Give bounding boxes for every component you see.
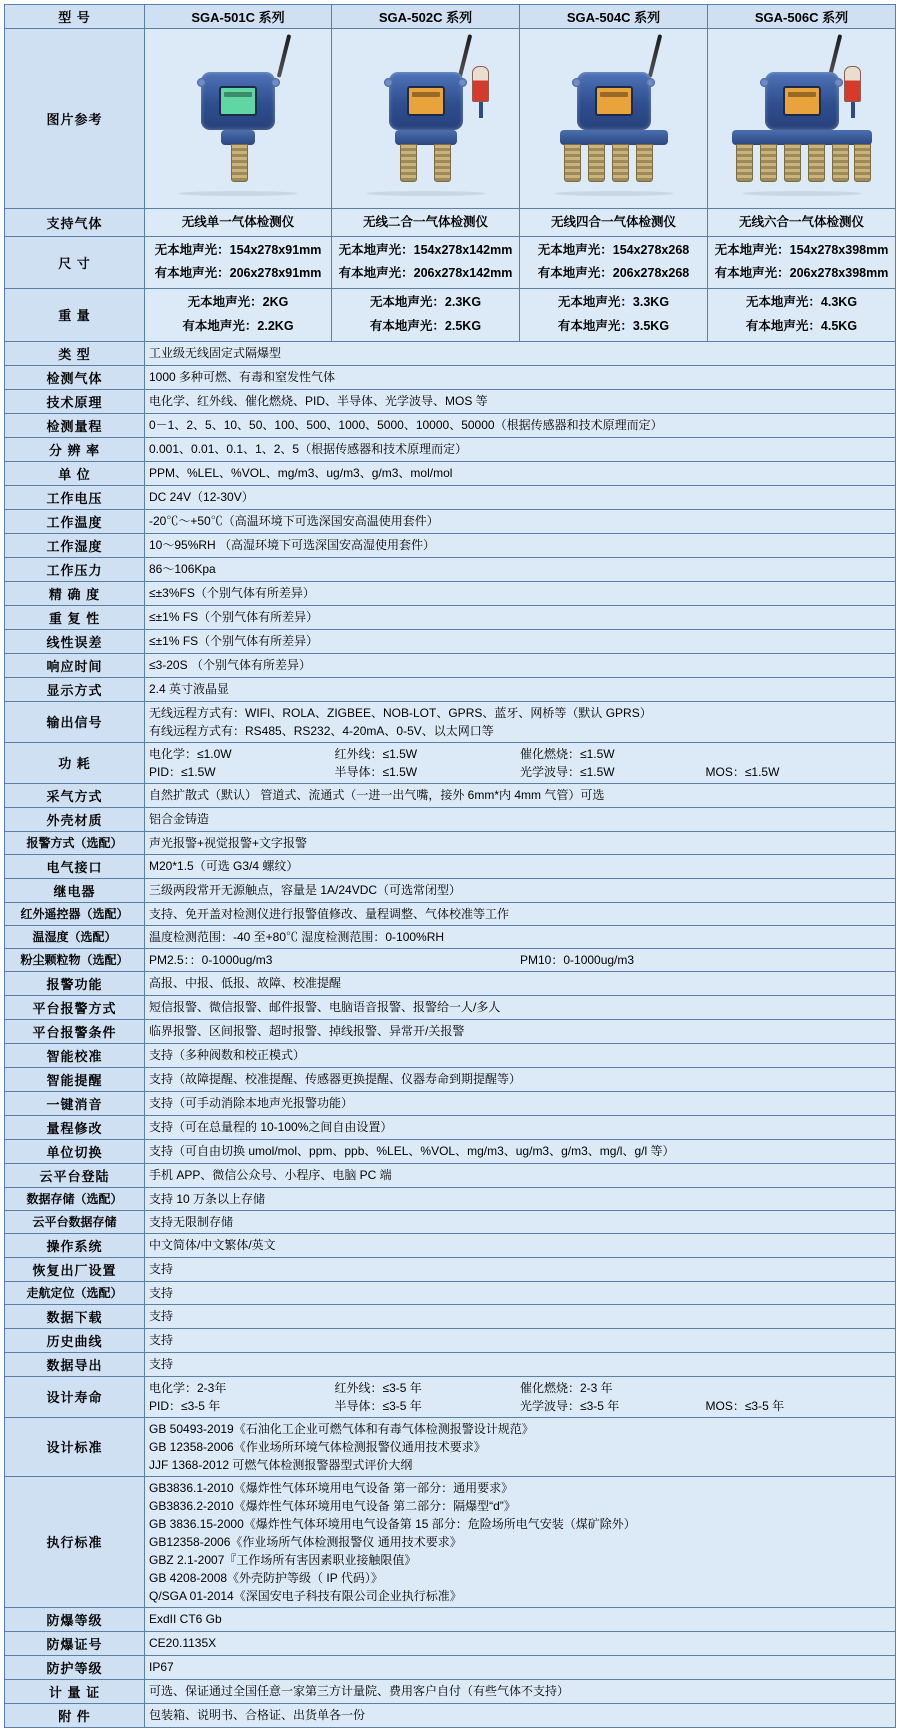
row-label: 一键消音 (5, 1091, 145, 1115)
row-label: 工作温度 (5, 509, 145, 533)
size-1 (145, 236, 332, 289)
table-row (5, 701, 896, 742)
row-value: 10～95%RH （高湿环境下可选深国安高湿使用套件） (145, 533, 896, 557)
table-row-size (5, 236, 896, 289)
row-value-line: GB3836.1-2010《爆炸性气体环境用电气设备 第一部分：通用要求》 (149, 1480, 514, 1495)
table-row (5, 533, 896, 557)
table-row (5, 1281, 896, 1304)
row-value: 自然扩散式（默认） 管道式、流通式（一进一出气嘴，接外 6mm*内 4mm 气管）可选 (145, 783, 896, 807)
row-label: 走航定位（选配） (5, 1281, 145, 1304)
row-label: 技术原理 (5, 389, 145, 413)
row-value-line (149, 745, 891, 763)
row-value-line (149, 763, 891, 781)
size-4 (708, 236, 896, 289)
antenna-icon (276, 34, 291, 78)
table-row (5, 461, 896, 485)
row-label: 电气接口 (5, 854, 145, 878)
row-value: DC 24V（12-30V） (145, 485, 896, 509)
row-value-line: GB12358-2006《作业场所气体检测报警仪 通用技术要求》 (149, 1534, 462, 1549)
device-shadow (554, 191, 674, 196)
weight-2-line2: 有本地声光：2.5KG (369, 318, 482, 333)
table-row (5, 509, 896, 533)
row-label: 外壳材质 (5, 807, 145, 831)
device-manifold (395, 130, 457, 145)
row-label: 工作压力 (5, 557, 145, 581)
row-value-line: GB 4208-2008《外壳防护等级（ IP 代码）》 (149, 1570, 383, 1585)
table-row (5, 1163, 896, 1187)
table-row (5, 1115, 896, 1139)
table-row (5, 1257, 896, 1281)
table-row (5, 1679, 896, 1703)
row-label: 数据下载 (5, 1304, 145, 1328)
row-value-cell: PM10：0-1000ug/m3 (520, 952, 635, 967)
row-value: 86～106Kpa (145, 557, 896, 581)
size-1-line1: 无本地声光：154x278x91mm (154, 242, 322, 257)
device-display (595, 86, 633, 116)
row-label: 红外遥控器（选配） (5, 902, 145, 925)
weight-2 (332, 289, 520, 342)
row-value: 包装箱、说明书、合格证、出货单各一份 (145, 1703, 896, 1727)
row-value-cell: 电化学：≤1.0W (149, 746, 232, 761)
row-value: 支持（可手动消除本地声光报警功能） (145, 1091, 896, 1115)
row-value (145, 1376, 896, 1417)
device-knob-right (646, 78, 655, 87)
row-value: 支持 (145, 1304, 896, 1328)
row-value-cell (706, 1379, 892, 1397)
table-row (5, 1476, 896, 1607)
row-value-line (149, 1379, 891, 1397)
table-row (5, 1019, 896, 1043)
row-value-line: GB 3836.15-2000《爆炸性气体环境用电气设备第 15 部分：危险场所电气安装（煤矿除外） (149, 1516, 636, 1531)
table-row (5, 1607, 896, 1631)
row-value: 支持 (145, 1281, 896, 1304)
row-value: 手机 APP、微信公众号、小程序、电脑 PC 端 (145, 1163, 896, 1187)
row-label: 设计寿命 (5, 1376, 145, 1417)
sensor-probe (832, 144, 849, 182)
row-label: 检测量程 (5, 413, 145, 437)
table-row (5, 948, 896, 971)
product-image-504c (520, 29, 708, 209)
row-value-line: GB3836.2-2010《爆炸性气体环境用电气设备 第二部分：隔爆型“d”》 (149, 1498, 516, 1513)
row-value: 短信报警、微信报警、邮件报警、电脑语音报警、报警给一人/多人 (145, 995, 896, 1019)
gas-support-2: 无线二合一气体检测仪 (332, 209, 520, 237)
table-row (5, 1187, 896, 1210)
row-value: IP67 (145, 1655, 896, 1679)
row-label: 工作电压 (5, 485, 145, 509)
row-value (145, 1417, 896, 1476)
row-label: 精 确 度 (5, 581, 145, 605)
size-2-line2: 有本地声光：206x278x142mm (338, 266, 513, 281)
row-value (145, 1476, 896, 1607)
sensor-probe (854, 144, 871, 182)
table-row (5, 995, 896, 1019)
table-row (5, 341, 896, 365)
device-knob-left (572, 78, 581, 87)
product-image-501c (145, 29, 332, 209)
row-value: 支持 (145, 1352, 896, 1376)
row-label: 计 量 证 (5, 1679, 145, 1703)
row-value-cell: 半导体：≤3-5 年 (334, 1398, 422, 1413)
row-label-size: 尺 寸 (5, 236, 145, 289)
row-label: 单 位 (5, 461, 145, 485)
row-value-cell (706, 745, 892, 763)
row-value: 中文简体/中文繁体/英文 (145, 1233, 896, 1257)
row-label: 报警方式（选配） (5, 831, 145, 854)
row-label: 线性误差 (5, 629, 145, 653)
row-value-cell: PID：≤1.5W (149, 764, 216, 779)
sensor-probe (400, 144, 417, 182)
antenna-icon (458, 34, 473, 78)
alarm-lamp-icon (472, 66, 489, 102)
row-value: PPM、%LEL、%VOL、mg/m3、ug/m3、g/m3、mol/mol (145, 461, 896, 485)
table-row (5, 1376, 896, 1417)
weight-1-line1: 无本地声光：2KG (187, 295, 289, 309)
table-row (5, 605, 896, 629)
gas-support-1: 无线单一气体检测仪 (145, 209, 332, 237)
row-label: 设计标准 (5, 1417, 145, 1476)
table-row (5, 1417, 896, 1476)
row-label: 平台报警条件 (5, 1019, 145, 1043)
table-row (5, 677, 896, 701)
row-label: 智能提醒 (5, 1067, 145, 1091)
table-row (5, 437, 896, 461)
row-value: 支持 (145, 1328, 896, 1352)
table-row-weight (5, 289, 896, 342)
row-value-line: GBZ 2.1-2007『工作场所有害因素职业接触限值》 (149, 1552, 417, 1567)
row-value-line: JJF 1368-2012 可燃气体检测报警器型式评价大纲 (149, 1457, 413, 1472)
row-value: 支持（多种阀数和校正模式） (145, 1043, 896, 1067)
row-label: 云平台数据存储 (5, 1210, 145, 1233)
device-knob-right (458, 78, 467, 87)
antenna-icon (648, 34, 663, 78)
table-row (5, 653, 896, 677)
row-value-cell: PID：≤3-5 年 (149, 1398, 221, 1413)
row-value-line: GB 12358-2006《作业场所环境气体检测报警仪通用技术要求》 (149, 1439, 486, 1454)
row-label: 单位切换 (5, 1139, 145, 1163)
table-row-model-header (5, 5, 896, 29)
table-row (5, 1631, 896, 1655)
row-value-line (149, 951, 891, 969)
row-label: 继电器 (5, 878, 145, 902)
device-manifold (732, 130, 872, 145)
weight-4-line1: 无本地声光：4.3KG (745, 295, 858, 309)
row-label: 工作湿度 (5, 533, 145, 557)
size-2 (332, 236, 520, 289)
device-illustration-single (151, 34, 326, 204)
weight-3-line2: 有本地声光：3.5KG (557, 318, 670, 333)
row-value-cell: PM2.5：：0-1000ug/m3 (149, 952, 273, 967)
row-label-weight: 重 量 (5, 289, 145, 342)
row-value-line (149, 1397, 891, 1415)
device-shadow (178, 191, 298, 196)
row-value (145, 742, 896, 783)
row-value: ≤±3%FS（个别气体有所差异） (145, 581, 896, 605)
product-image-502c (332, 29, 520, 209)
row-value: 支持（可自由切换 umol/mol、ppm、ppb、%LEL、%VOL、mg/m3、ug/m3、g/m3、mg/l、g/l 等） (145, 1139, 896, 1163)
row-value: 支持 10 万条以上存储 (145, 1187, 896, 1210)
row-value-cell: 红外线：≤1.5W (334, 746, 418, 761)
device-knob-left (760, 78, 769, 87)
alarm-post (851, 100, 855, 118)
row-label: 报警功能 (5, 971, 145, 995)
row-value-cell: 半导体：≤1.5W (334, 764, 418, 779)
table-row (5, 878, 896, 902)
row-value-cell: 催化燃烧：≤1.5W (520, 746, 615, 761)
row-label: 平台报警方式 (5, 995, 145, 1019)
size-3 (520, 236, 708, 289)
table-row (5, 485, 896, 509)
row-value: 支持（可在总量程的 10-100%之间自由设置） (145, 1115, 896, 1139)
row-value-line: 有线远程方式有：RS485、RS232、4-20mA、0-5V、以太网口等 (149, 723, 494, 738)
row-label: 防爆等级 (5, 1607, 145, 1631)
gas-support-4: 无线六合一气体检测仪 (708, 209, 896, 237)
table-row (5, 902, 896, 925)
device-display (783, 86, 821, 116)
device-manifold (221, 130, 255, 145)
table-row (5, 1210, 896, 1233)
device-shadow (742, 191, 862, 196)
table-row (5, 1067, 896, 1091)
size-4-line1: 无本地声光：154x278x398mm (714, 242, 889, 257)
size-1-line2: 有本地声光：206x278x91mm (154, 266, 322, 281)
device-manifold (560, 130, 668, 145)
row-value: 0.001、0.01、0.1、1、2、5（根据传感器和技术原理而定） (145, 437, 896, 461)
table-row (5, 854, 896, 878)
row-label: 采气方式 (5, 783, 145, 807)
row-label-image-reference: 图片参考 (5, 29, 145, 209)
row-value: ≤±1% FS（个别气体有所差异） (145, 605, 896, 629)
table-row-image-reference (5, 29, 896, 209)
row-label: 响应时间 (5, 653, 145, 677)
table-row (5, 1304, 896, 1328)
row-value: CE20.1135X (145, 1631, 896, 1655)
sensor-probe (231, 144, 248, 182)
alarm-lamp-icon (844, 66, 861, 102)
table-row (5, 557, 896, 581)
device-shadow (366, 191, 486, 196)
device-knob-left (197, 78, 206, 87)
row-value-line: GB 50493-2019《石油化工企业可燃气体和有毒气体检测报警设计规范》 (149, 1421, 534, 1436)
row-value-cell: 红外线：≤3-5 年 (334, 1380, 422, 1395)
row-label: 数据存储（选配） (5, 1187, 145, 1210)
row-label: 重 复 性 (5, 605, 145, 629)
row-value (145, 948, 896, 971)
table-row (5, 413, 896, 437)
product-image-506c (708, 29, 896, 209)
size-3-line2: 有本地声光：206x278x268 (537, 266, 690, 281)
device-knob-left (384, 78, 393, 87)
row-value: 支持无限制存储 (145, 1210, 896, 1233)
row-label: 附 件 (5, 1703, 145, 1727)
table-row (5, 581, 896, 605)
device-illustration-hex (714, 34, 889, 204)
sensor-probe (636, 144, 653, 182)
size-2-line1: 无本地声光：154x278x142mm (338, 242, 513, 257)
row-value: 2.4 英寸液晶显 (145, 677, 896, 701)
row-label-gas-support: 支持气体 (5, 209, 145, 237)
sensor-probe (612, 144, 629, 182)
table-row (5, 1655, 896, 1679)
row-label: 类 型 (5, 341, 145, 365)
row-label: 执行标准 (5, 1476, 145, 1607)
device-illustration-dual (338, 34, 513, 204)
row-value: -20℃～+50℃（高温环境下可选深国安高温使用套件） (145, 509, 896, 533)
weight-1 (145, 289, 332, 342)
weight-1-line2: 有本地声光：2.2KG (182, 318, 294, 333)
spec-table (4, 4, 896, 1728)
table-row (5, 1233, 896, 1257)
row-value: ≤±1% FS（个别气体有所差异） (145, 629, 896, 653)
row-label: 分 辨 率 (5, 437, 145, 461)
table-row (5, 831, 896, 854)
model-header-1: SGA-501C 系列 (145, 5, 332, 29)
row-value: 电化学、红外线、催化燃烧、PID、半导体、光学波导、MOS 等 (145, 389, 896, 413)
row-label: 恢复出厂设置 (5, 1257, 145, 1281)
row-label: 防爆证号 (5, 1631, 145, 1655)
row-value-cell: 光学波导：≤1.5W (520, 764, 615, 779)
sensor-probe (564, 144, 581, 182)
row-value (145, 701, 896, 742)
gas-support-3: 无线四合一气体检测仪 (520, 209, 708, 237)
row-label: 操作系统 (5, 1233, 145, 1257)
device-illustration-quad (526, 34, 701, 204)
row-value: 临界报警、区间报警、超时报警、掉线报警、异常开/关报警 (145, 1019, 896, 1043)
row-value: 三级两段常开无源触点，容量是 1A/24VDC（可选常闭型） (145, 878, 896, 902)
row-label: 云平台登陆 (5, 1163, 145, 1187)
table-row (5, 1091, 896, 1115)
row-value: 0－1、2、5、10、50、100、500、1000、5000、10000、50000（根据传感器和技术原理而定） (145, 413, 896, 437)
sensor-probe (760, 144, 777, 182)
row-label: 数据导出 (5, 1352, 145, 1376)
weight-4-line2: 有本地声光：4.5KG (745, 318, 858, 333)
row-value: 可选、保证通过全国任意一家第三方计量院、费用客户自付（有些气体不支持） (145, 1679, 896, 1703)
device-knob-right (271, 78, 280, 87)
row-label: 检测气体 (5, 365, 145, 389)
spec-row-group (5, 341, 896, 1727)
row-label: 温湿度（选配） (5, 925, 145, 948)
weight-3 (520, 289, 708, 342)
sensor-probe (588, 144, 605, 182)
row-value: M20*1.5（可选 G3/4 螺纹） (145, 854, 896, 878)
row-label: 量程修改 (5, 1115, 145, 1139)
row-value-line: Q/SGA 01-2014《深国安电子科技有限公司企业执行标准》 (149, 1588, 462, 1603)
row-value: 支持 (145, 1257, 896, 1281)
table-row (5, 807, 896, 831)
row-value-cell: 催化燃烧：2-3 年 (520, 1380, 613, 1395)
device-display (407, 86, 445, 116)
table-row (5, 1328, 896, 1352)
row-label: 智能校准 (5, 1043, 145, 1067)
row-value: ExdII CT6 Gb (145, 1607, 896, 1631)
table-row (5, 1352, 896, 1376)
row-value: 1000 多种可燃、有毒和窒发性气体 (145, 365, 896, 389)
row-value: 铝合金铸造 (145, 807, 896, 831)
device-display (219, 86, 257, 116)
row-label: 粉尘颗粒物（选配） (5, 948, 145, 971)
table-row (5, 1139, 896, 1163)
weight-4 (708, 289, 896, 342)
row-value: ≤3-20S （个别气体有所差异） (145, 653, 896, 677)
table-row (5, 925, 896, 948)
row-label: 显示方式 (5, 677, 145, 701)
table-row (5, 389, 896, 413)
table-row (5, 629, 896, 653)
weight-2-line1: 无本地声光：2.3KG (369, 295, 482, 309)
table-row-gas-support (5, 209, 896, 237)
row-value: 支持（故障提醒、校准提醒、传感器更换提醒、仪器寿命到期提醒等） (145, 1067, 896, 1091)
row-value-cell: 光学波导：≤3-5 年 (520, 1398, 620, 1413)
row-label: 功 耗 (5, 742, 145, 783)
row-label: 历史曲线 (5, 1328, 145, 1352)
sensor-probe (808, 144, 825, 182)
model-header-2: SGA-502C 系列 (332, 5, 520, 29)
row-value: 工业级无线固定式隔爆型 (145, 341, 896, 365)
alarm-post (479, 100, 483, 118)
model-header-3: SGA-504C 系列 (520, 5, 708, 29)
table-row (5, 742, 896, 783)
size-4-line2: 有本地声光：206x278x398mm (714, 266, 889, 281)
row-value-cell: MOS：≤1.5W (705, 764, 780, 779)
device-knob-right (834, 78, 843, 87)
table-row (5, 1043, 896, 1067)
row-value-cell: 电化学：2-3年 (149, 1380, 227, 1395)
row-value-cell: MOS：≤3-5 年 (705, 1398, 785, 1413)
model-header-4: SGA-506C 系列 (708, 5, 896, 29)
row-value-line: 无线远程方式有：WIFI、ROLA、ZIGBEE、NOB-LOT、GPRS、蓝牙、网桥等（默认 GPRS） (149, 705, 652, 720)
row-value: 支持、免开盖对检测仪进行报警值修改、量程调整、气体校准等工作 (145, 902, 896, 925)
table-row (5, 783, 896, 807)
row-label: 防护等级 (5, 1655, 145, 1679)
sensor-probe (736, 144, 753, 182)
size-3-line1: 无本地声光：154x278x268 (537, 242, 690, 257)
sensor-probe (784, 144, 801, 182)
row-label-model: 型 号 (5, 5, 145, 29)
weight-3-line1: 无本地声光：3.3KG (557, 295, 670, 309)
table-row (5, 971, 896, 995)
row-value: 温度检测范围：-40 至+80℃ 湿度检测范围：0-100%RH (145, 925, 896, 948)
table-row (5, 1703, 896, 1727)
sensor-probe (434, 144, 451, 182)
table-row (5, 365, 896, 389)
row-label: 输出信号 (5, 701, 145, 742)
row-value: 声光报警+视觉报警+文字报警 (145, 831, 896, 854)
row-value: 高报、中报、低报、故障、校准提醒 (145, 971, 896, 995)
